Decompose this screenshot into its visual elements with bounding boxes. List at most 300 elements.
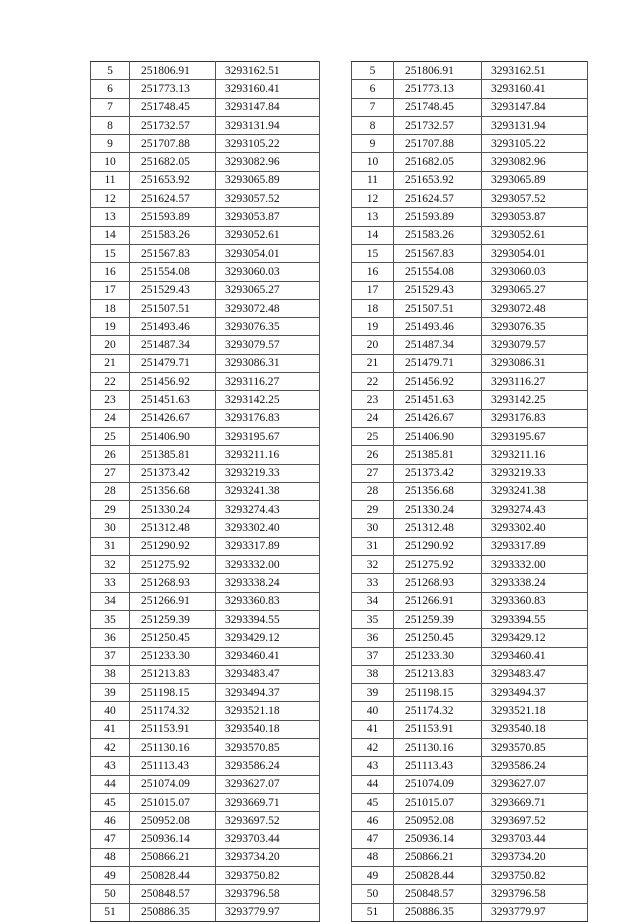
y-coordinate-cell: 3293131.94 — [216, 116, 320, 134]
y-coordinate-cell: 3293429.12 — [482, 629, 588, 647]
x-coordinate-cell: 251451.63 — [130, 391, 216, 409]
x-coordinate-cell: 251385.81 — [394, 446, 482, 464]
x-coordinate-cell: 251507.51 — [130, 299, 216, 317]
x-coordinate-cell: 250886.35 — [130, 903, 216, 921]
x-coordinate-cell: 250828.44 — [130, 867, 216, 885]
table-row — [91, 354, 320, 372]
table-row — [91, 482, 320, 500]
x-coordinate-cell: 251074.09 — [394, 775, 482, 793]
y-coordinate-cell: 3293360.83 — [216, 592, 320, 610]
point-number-cell: 49 — [352, 867, 394, 885]
x-coordinate-cell: 251451.63 — [394, 391, 482, 409]
y-coordinate-cell: 3293079.57 — [482, 336, 588, 354]
table-row — [352, 501, 588, 519]
point-number-cell: 18 — [352, 299, 394, 317]
y-coordinate-cell: 3293131.94 — [482, 116, 588, 134]
point-number-cell: 15 — [91, 244, 130, 262]
x-coordinate-cell: 251732.57 — [130, 116, 216, 134]
y-coordinate-cell: 3293332.00 — [216, 556, 320, 574]
y-coordinate-cell: 3293394.55 — [482, 610, 588, 628]
y-coordinate-cell: 3293053.87 — [482, 208, 588, 226]
table-row — [352, 409, 588, 427]
x-coordinate-cell: 251266.91 — [394, 592, 482, 610]
x-coordinate-cell: 251554.08 — [394, 263, 482, 281]
point-number-cell: 27 — [91, 464, 130, 482]
y-coordinate-cell: 3293072.48 — [216, 299, 320, 317]
table-row — [91, 409, 320, 427]
x-coordinate-cell: 251312.48 — [394, 519, 482, 537]
x-coordinate-cell: 251373.42 — [394, 464, 482, 482]
y-coordinate-cell: 3293460.41 — [216, 647, 320, 665]
x-coordinate-cell: 251213.83 — [130, 665, 216, 683]
table-row — [352, 208, 588, 226]
x-coordinate-cell: 250952.08 — [130, 812, 216, 830]
coordinate-table-right — [351, 61, 588, 922]
y-coordinate-cell: 3293429.12 — [216, 629, 320, 647]
y-coordinate-cell: 3293241.38 — [216, 482, 320, 500]
point-number-cell: 50 — [91, 885, 130, 903]
y-coordinate-cell: 3293176.83 — [216, 409, 320, 427]
x-coordinate-cell: 251015.07 — [130, 793, 216, 811]
point-number-cell: 8 — [91, 116, 130, 134]
table-row — [352, 519, 588, 537]
point-number-cell: 37 — [91, 647, 130, 665]
y-coordinate-cell: 3293317.89 — [482, 537, 588, 555]
x-coordinate-cell: 251583.26 — [394, 226, 482, 244]
point-number-cell: 50 — [352, 885, 394, 903]
table-row — [91, 391, 320, 409]
table-row — [352, 171, 588, 189]
y-coordinate-cell: 3293211.16 — [482, 446, 588, 464]
y-coordinate-cell: 3293586.24 — [216, 757, 320, 775]
y-coordinate-cell: 3293195.67 — [216, 427, 320, 445]
x-coordinate-cell: 251682.05 — [394, 153, 482, 171]
table-row — [352, 793, 588, 811]
table-row — [352, 537, 588, 555]
point-number-cell: 44 — [91, 775, 130, 793]
table-row — [91, 592, 320, 610]
point-number-cell: 31 — [91, 537, 130, 555]
x-coordinate-cell: 251554.08 — [130, 263, 216, 281]
table-row — [352, 226, 588, 244]
y-coordinate-cell: 3293160.41 — [216, 80, 320, 98]
x-coordinate-cell: 251198.15 — [130, 684, 216, 702]
point-number-cell: 20 — [352, 336, 394, 354]
table-row — [352, 702, 588, 720]
point-number-cell: 11 — [352, 171, 394, 189]
y-coordinate-cell: 3293669.71 — [482, 793, 588, 811]
point-number-cell: 23 — [352, 391, 394, 409]
x-coordinate-cell: 251806.91 — [394, 62, 482, 80]
y-coordinate-cell: 3293627.07 — [216, 775, 320, 793]
x-coordinate-cell: 251583.26 — [130, 226, 216, 244]
y-coordinate-cell: 3293060.03 — [216, 263, 320, 281]
y-coordinate-cell: 3293521.18 — [482, 702, 588, 720]
table-row — [352, 263, 588, 281]
point-number-cell: 33 — [91, 574, 130, 592]
table-row — [91, 171, 320, 189]
y-coordinate-cell: 3293060.03 — [482, 263, 588, 281]
table-row — [91, 373, 320, 391]
table-row — [91, 610, 320, 628]
x-coordinate-cell: 251487.34 — [130, 336, 216, 354]
table-row — [352, 647, 588, 665]
table-row — [352, 244, 588, 262]
point-number-cell: 20 — [91, 336, 130, 354]
x-coordinate-cell: 251268.93 — [394, 574, 482, 592]
x-coordinate-cell: 251259.39 — [130, 610, 216, 628]
point-number-cell: 33 — [352, 574, 394, 592]
table-row — [352, 574, 588, 592]
point-number-cell: 40 — [91, 702, 130, 720]
table-row — [352, 482, 588, 500]
y-coordinate-cell: 3293160.41 — [482, 80, 588, 98]
table-row — [91, 80, 320, 98]
y-coordinate-cell: 3293494.37 — [216, 684, 320, 702]
table-row — [91, 537, 320, 555]
x-coordinate-cell: 251275.92 — [130, 556, 216, 574]
table-row — [91, 885, 320, 903]
y-coordinate-cell: 3293065.89 — [482, 171, 588, 189]
x-coordinate-cell: 251330.24 — [394, 501, 482, 519]
table-row — [352, 373, 588, 391]
x-coordinate-cell: 251113.43 — [130, 757, 216, 775]
point-number-cell: 17 — [91, 281, 130, 299]
y-coordinate-cell: 3293162.51 — [482, 62, 588, 80]
x-coordinate-cell: 251233.30 — [130, 647, 216, 665]
point-number-cell: 14 — [91, 226, 130, 244]
x-coordinate-cell: 251406.90 — [130, 427, 216, 445]
table-row — [91, 263, 320, 281]
point-number-cell: 44 — [352, 775, 394, 793]
point-number-cell: 25 — [352, 427, 394, 445]
point-number-cell: 34 — [91, 592, 130, 610]
table-row — [352, 391, 588, 409]
x-coordinate-cell: 251493.46 — [130, 318, 216, 336]
point-number-cell: 26 — [91, 446, 130, 464]
point-number-cell: 6 — [352, 80, 394, 98]
point-number-cell: 48 — [91, 848, 130, 866]
x-coordinate-cell: 251624.57 — [130, 190, 216, 208]
x-coordinate-cell: 251356.68 — [130, 482, 216, 500]
table-row — [352, 190, 588, 208]
x-coordinate-cell: 251507.51 — [394, 299, 482, 317]
table-row — [91, 519, 320, 537]
table-row — [352, 318, 588, 336]
point-number-cell: 5 — [352, 62, 394, 80]
y-coordinate-cell: 3293394.55 — [216, 610, 320, 628]
y-coordinate-cell: 3293338.24 — [216, 574, 320, 592]
x-coordinate-cell: 251593.89 — [130, 208, 216, 226]
y-coordinate-cell: 3293274.43 — [216, 501, 320, 519]
x-coordinate-cell: 251356.68 — [394, 482, 482, 500]
point-number-cell: 23 — [91, 391, 130, 409]
x-coordinate-cell: 251426.67 — [130, 409, 216, 427]
point-number-cell: 37 — [352, 647, 394, 665]
point-number-cell: 27 — [352, 464, 394, 482]
x-coordinate-cell: 251426.67 — [394, 409, 482, 427]
table-row — [352, 629, 588, 647]
point-number-cell: 29 — [91, 501, 130, 519]
x-coordinate-cell: 251624.57 — [394, 190, 482, 208]
point-number-cell: 15 — [352, 244, 394, 262]
table-row — [91, 629, 320, 647]
y-coordinate-cell: 3293065.27 — [482, 281, 588, 299]
x-coordinate-cell: 251567.83 — [130, 244, 216, 262]
x-coordinate-cell: 251493.46 — [394, 318, 482, 336]
table-row — [352, 812, 588, 830]
point-number-cell: 41 — [352, 720, 394, 738]
table-row — [91, 684, 320, 702]
y-coordinate-cell: 3293082.96 — [482, 153, 588, 171]
y-coordinate-cell: 3293317.89 — [216, 537, 320, 555]
table-row — [352, 720, 588, 738]
table-row — [91, 501, 320, 519]
x-coordinate-cell: 250936.14 — [394, 830, 482, 848]
y-coordinate-cell: 3293697.52 — [216, 812, 320, 830]
y-coordinate-cell: 3293483.47 — [482, 665, 588, 683]
x-coordinate-cell: 251707.88 — [394, 135, 482, 153]
point-number-cell: 43 — [352, 757, 394, 775]
y-coordinate-cell: 3293054.01 — [216, 244, 320, 262]
table-row — [91, 793, 320, 811]
point-number-cell: 24 — [91, 409, 130, 427]
table-row — [91, 757, 320, 775]
table-row — [91, 98, 320, 116]
x-coordinate-cell: 251275.92 — [394, 556, 482, 574]
table-row — [352, 98, 588, 116]
y-coordinate-cell: 3293147.84 — [482, 98, 588, 116]
y-coordinate-cell: 3293734.20 — [482, 848, 588, 866]
x-coordinate-cell: 251312.48 — [130, 519, 216, 537]
x-coordinate-cell: 251707.88 — [130, 135, 216, 153]
point-number-cell: 24 — [352, 409, 394, 427]
x-coordinate-cell: 251130.16 — [130, 738, 216, 756]
y-coordinate-cell: 3293105.22 — [482, 135, 588, 153]
y-coordinate-cell: 3293703.44 — [216, 830, 320, 848]
table-row — [91, 848, 320, 866]
point-number-cell: 31 — [352, 537, 394, 555]
point-number-cell: 7 — [91, 98, 130, 116]
table-row — [91, 903, 320, 921]
y-coordinate-cell: 3293779.97 — [482, 903, 588, 921]
table-row — [91, 464, 320, 482]
point-number-cell: 39 — [352, 684, 394, 702]
y-coordinate-cell: 3293483.47 — [216, 665, 320, 683]
table-row — [91, 830, 320, 848]
x-coordinate-cell: 250848.57 — [394, 885, 482, 903]
point-number-cell: 21 — [352, 354, 394, 372]
table-row — [91, 208, 320, 226]
x-coordinate-cell: 251773.13 — [394, 80, 482, 98]
table-row — [352, 427, 588, 445]
point-number-cell: 26 — [352, 446, 394, 464]
x-coordinate-cell: 251567.83 — [394, 244, 482, 262]
table-row — [91, 812, 320, 830]
x-coordinate-cell: 251406.90 — [394, 427, 482, 445]
point-number-cell: 10 — [91, 153, 130, 171]
table-row — [352, 354, 588, 372]
y-coordinate-cell: 3293116.27 — [482, 373, 588, 391]
table-row — [91, 574, 320, 592]
point-number-cell: 46 — [91, 812, 130, 830]
y-coordinate-cell: 3293082.96 — [216, 153, 320, 171]
x-coordinate-cell: 251653.92 — [394, 171, 482, 189]
x-coordinate-cell: 251250.45 — [394, 629, 482, 647]
x-coordinate-cell: 251773.13 — [130, 80, 216, 98]
y-coordinate-cell: 3293052.61 — [482, 226, 588, 244]
point-number-cell: 35 — [91, 610, 130, 628]
y-coordinate-cell: 3293302.40 — [216, 519, 320, 537]
y-coordinate-cell: 3293105.22 — [216, 135, 320, 153]
table-row — [91, 702, 320, 720]
x-coordinate-cell: 251653.92 — [130, 171, 216, 189]
table-row — [91, 226, 320, 244]
y-coordinate-cell: 3293360.83 — [482, 592, 588, 610]
x-coordinate-cell: 251748.45 — [130, 98, 216, 116]
y-coordinate-cell: 3293627.07 — [482, 775, 588, 793]
point-number-cell: 28 — [91, 482, 130, 500]
table-row — [352, 738, 588, 756]
point-number-cell: 40 — [352, 702, 394, 720]
x-coordinate-cell: 251074.09 — [130, 775, 216, 793]
x-coordinate-cell: 251373.42 — [130, 464, 216, 482]
x-coordinate-cell: 250936.14 — [130, 830, 216, 848]
table-row — [352, 903, 588, 921]
y-coordinate-cell: 3293219.33 — [482, 464, 588, 482]
y-coordinate-cell: 3293053.87 — [216, 208, 320, 226]
y-coordinate-cell: 3293054.01 — [482, 244, 588, 262]
y-coordinate-cell: 3293703.44 — [482, 830, 588, 848]
x-coordinate-cell: 251290.92 — [130, 537, 216, 555]
x-coordinate-cell: 251290.92 — [394, 537, 482, 555]
table-row — [91, 135, 320, 153]
x-coordinate-cell: 251456.92 — [394, 373, 482, 391]
table-row — [352, 610, 588, 628]
x-coordinate-cell: 251259.39 — [394, 610, 482, 628]
point-number-cell: 49 — [91, 867, 130, 885]
point-number-cell: 43 — [91, 757, 130, 775]
x-coordinate-cell: 251153.91 — [394, 720, 482, 738]
y-coordinate-cell: 3293570.85 — [482, 738, 588, 756]
table-row — [91, 867, 320, 885]
table-row — [91, 720, 320, 738]
table-row — [352, 757, 588, 775]
x-coordinate-cell: 251268.93 — [130, 574, 216, 592]
table-row — [352, 556, 588, 574]
y-coordinate-cell: 3293072.48 — [482, 299, 588, 317]
x-coordinate-cell: 251385.81 — [130, 446, 216, 464]
table-row — [91, 738, 320, 756]
x-coordinate-cell: 251732.57 — [394, 116, 482, 134]
x-coordinate-cell: 250866.21 — [394, 848, 482, 866]
point-number-cell: 5 — [91, 62, 130, 80]
table-row — [91, 299, 320, 317]
point-number-cell: 17 — [352, 281, 394, 299]
point-number-cell: 36 — [352, 629, 394, 647]
point-number-cell: 13 — [91, 208, 130, 226]
x-coordinate-cell: 251113.43 — [394, 757, 482, 775]
table-row — [91, 116, 320, 134]
point-number-cell: 45 — [91, 793, 130, 811]
point-number-cell: 42 — [352, 738, 394, 756]
point-number-cell: 48 — [352, 848, 394, 866]
point-number-cell: 19 — [352, 318, 394, 336]
point-number-cell: 39 — [91, 684, 130, 702]
point-number-cell: 18 — [91, 299, 130, 317]
x-coordinate-cell: 251479.71 — [394, 354, 482, 372]
coordinate-table-left — [90, 61, 320, 922]
table-row — [91, 153, 320, 171]
point-number-cell: 12 — [352, 190, 394, 208]
x-coordinate-cell: 251330.24 — [130, 501, 216, 519]
table-row — [352, 885, 588, 903]
table-row — [352, 830, 588, 848]
table-row — [91, 318, 320, 336]
y-coordinate-cell: 3293779.97 — [216, 903, 320, 921]
point-number-cell: 11 — [91, 171, 130, 189]
y-coordinate-cell: 3293241.38 — [482, 482, 588, 500]
table-row — [91, 190, 320, 208]
point-number-cell: 9 — [352, 135, 394, 153]
y-coordinate-cell: 3293697.52 — [482, 812, 588, 830]
y-coordinate-cell: 3293494.37 — [482, 684, 588, 702]
point-number-cell: 22 — [352, 373, 394, 391]
table-row — [352, 80, 588, 98]
y-coordinate-cell: 3293540.18 — [482, 720, 588, 738]
y-coordinate-cell: 3293052.61 — [216, 226, 320, 244]
x-coordinate-cell: 251266.91 — [130, 592, 216, 610]
table-row — [352, 135, 588, 153]
y-coordinate-cell: 3293065.27 — [216, 281, 320, 299]
point-number-cell: 46 — [352, 812, 394, 830]
table-row — [352, 336, 588, 354]
table-row — [352, 848, 588, 866]
point-number-cell: 8 — [352, 116, 394, 134]
y-coordinate-cell: 3293460.41 — [482, 647, 588, 665]
table-row — [352, 665, 588, 683]
x-coordinate-cell: 250866.21 — [130, 848, 216, 866]
point-number-cell: 32 — [91, 556, 130, 574]
y-coordinate-cell: 3293750.82 — [482, 867, 588, 885]
x-coordinate-cell: 250848.57 — [130, 885, 216, 903]
x-coordinate-cell: 251153.91 — [130, 720, 216, 738]
x-coordinate-cell: 250886.35 — [394, 903, 482, 921]
table-row — [352, 116, 588, 134]
point-number-cell: 45 — [352, 793, 394, 811]
y-coordinate-cell: 3293750.82 — [216, 867, 320, 885]
x-coordinate-cell: 251529.43 — [394, 281, 482, 299]
table-row — [352, 299, 588, 317]
y-coordinate-cell: 3293521.18 — [216, 702, 320, 720]
x-coordinate-cell: 251233.30 — [394, 647, 482, 665]
y-coordinate-cell: 3293142.25 — [216, 391, 320, 409]
x-coordinate-cell: 251487.34 — [394, 336, 482, 354]
table-row — [352, 867, 588, 885]
point-number-cell: 42 — [91, 738, 130, 756]
table-row — [352, 153, 588, 171]
y-coordinate-cell: 3293079.57 — [216, 336, 320, 354]
point-number-cell: 6 — [91, 80, 130, 98]
y-coordinate-cell: 3293586.24 — [482, 757, 588, 775]
x-coordinate-cell: 251130.16 — [394, 738, 482, 756]
x-coordinate-cell: 251748.45 — [394, 98, 482, 116]
y-coordinate-cell: 3293142.25 — [482, 391, 588, 409]
point-number-cell: 28 — [352, 482, 394, 500]
y-coordinate-cell: 3293176.83 — [482, 409, 588, 427]
point-number-cell: 14 — [352, 226, 394, 244]
table-row — [91, 665, 320, 683]
